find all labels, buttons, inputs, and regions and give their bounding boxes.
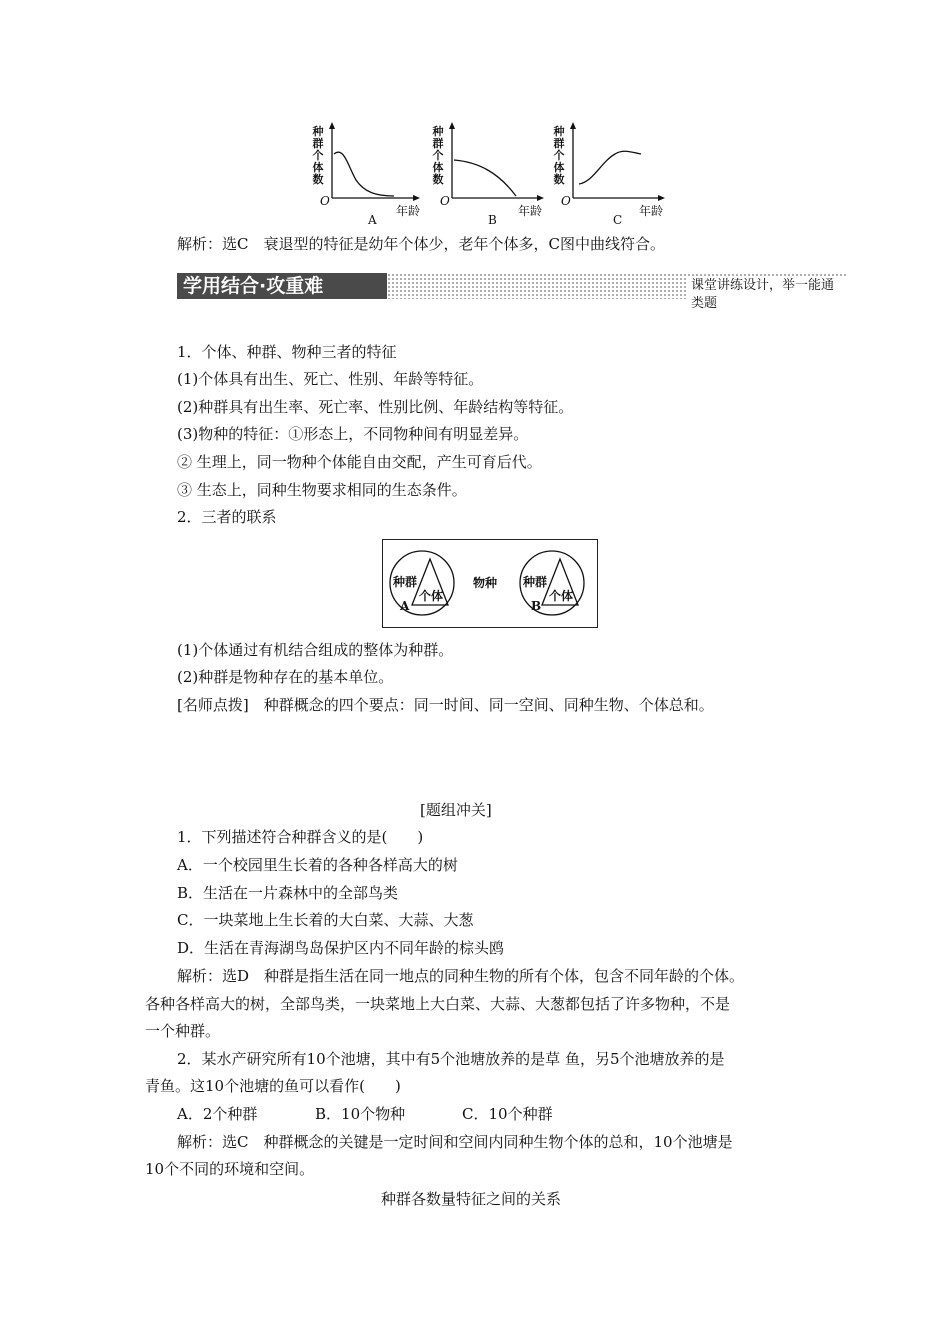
banner-dots [387,273,847,311]
section2-line-2: (2)种群是物种存在的基本单位。 [177,668,394,686]
graph-c-origin: O [561,194,571,208]
q1-option-b: B．生活在一片森林中的全部鸟类 [177,884,399,902]
graph-a-caption: A [368,213,377,227]
graph-b-xlabel: 年龄 [518,204,543,218]
section2-tip: [名师点拨] 种群概念的四个要点：同一时间、同一空间、同种生物、个体总和。 [177,696,714,714]
graph-c [553,122,668,227]
section-banner [177,273,847,311]
graph-a-ylabel: 种群个体数 [312,125,324,186]
q1-option-d: D．生活在青海湖鸟岛保护区内不同年龄的棕头鸥 [177,939,505,957]
q1-option-c: C．一块菜地上生长着的大白菜、大蒜、大葱 [177,911,474,929]
quiz-title: [题组冲关] [420,801,492,819]
section1-line-4: ② 生理上，同一物种个体能自由交配，产生可育后代。 [177,453,542,471]
graph-c-plot [553,122,668,202]
q1-analysis-line-1: 解析：选D 种群是指生活在同一地点的同种生物的所有个体，包含不同年龄的个体。 [177,967,745,985]
graph-b [432,122,547,227]
section1-line-1: (1)个体具有出生、死亡、性别、年龄等特征。 [177,370,484,388]
banner-subtitle: 课堂讲练设计，举一能通类题 [687,277,847,313]
analysis-top: 解析：选C 衰退型的特征是幼年个体少，老年个体多，C图中曲线符合。 [177,235,665,253]
graph-b-plot [432,122,547,202]
graph-c-ylabel: 种群个体数 [553,125,565,186]
q2-option-c: C．10个种群 [462,1105,553,1123]
footer-heading: 种群各数量特征之间的关系 [381,1190,562,1208]
diagram-center-species: 物种 [473,576,498,590]
section2-line-1: (1)个体通过有机结合组成的整体为种群。 [177,641,454,659]
q2-option-a: A．2个种群 [177,1105,258,1123]
section1-line-5: ③ 生态上，同种生物要求相同的生态条件。 [177,481,467,499]
relationship-diagram [382,539,598,628]
q1-analysis-line-3: 一个种群。 [145,1022,221,1040]
graph-a-plot [312,122,422,202]
diagram-right-population: 种群 [523,575,548,589]
diagram-right-tag: B [531,599,542,613]
graph-a-xlabel: 年龄 [396,204,421,218]
q2-stem-line-2: 青鱼。这10个池塘的鱼可以看作( ) [145,1077,401,1095]
section1-line-3: (3)物种的特征：①形态上，不同物种间有明显差异。 [177,425,529,443]
banner-title: 学用结合·攻重难 [177,273,387,299]
q2-analysis-line-2: 10个不同的环境和空间。 [145,1160,315,1178]
section1-line-2: (2)种群具有出生率、死亡率、性别比例、年龄结构等特征。 [177,398,574,416]
graph-a-origin: O [320,194,330,208]
q1-stem: 1．下列描述符合种群含义的是( ) [177,828,424,846]
diagram-left-population: 种群 [393,575,418,589]
graph-b-origin: O [440,194,450,208]
q1-analysis-line-2: 各种各样高大的树，全部鸟类，一块菜地上大白菜、大蒜、大葱都包括了许多物种，不是 [145,995,731,1013]
graph-b-ylabel: 种群个体数 [432,125,444,186]
graph-c-xlabel: 年龄 [639,204,664,218]
graph-a [312,122,422,227]
graph-b-caption: B [488,213,497,227]
diagram-left-tag: A [400,599,410,613]
diagram-right-individual: 个体 [549,589,574,603]
section2-heading: 2．三者的联系 [177,508,277,526]
q2-analysis-line-1: 解析：选C 种群概念的关键是一定时间和空间内同种生物个体的总和，10个池塘是 [177,1133,733,1151]
q1-option-a: A．一个校园里生长着的各种各样高大的树 [177,856,458,874]
q2-option-b: B．10个物种 [315,1105,406,1123]
q2-stem-line-1: 2．某水产研究所有10个池塘，其中有5个池塘放养的是草 鱼，另5个池塘放养的是 [177,1050,725,1068]
diagram-left-individual: 个体 [419,589,444,603]
graph-c-caption: C [613,213,623,227]
section1-heading: 1．个体、种群、物种三者的特征 [177,343,397,361]
